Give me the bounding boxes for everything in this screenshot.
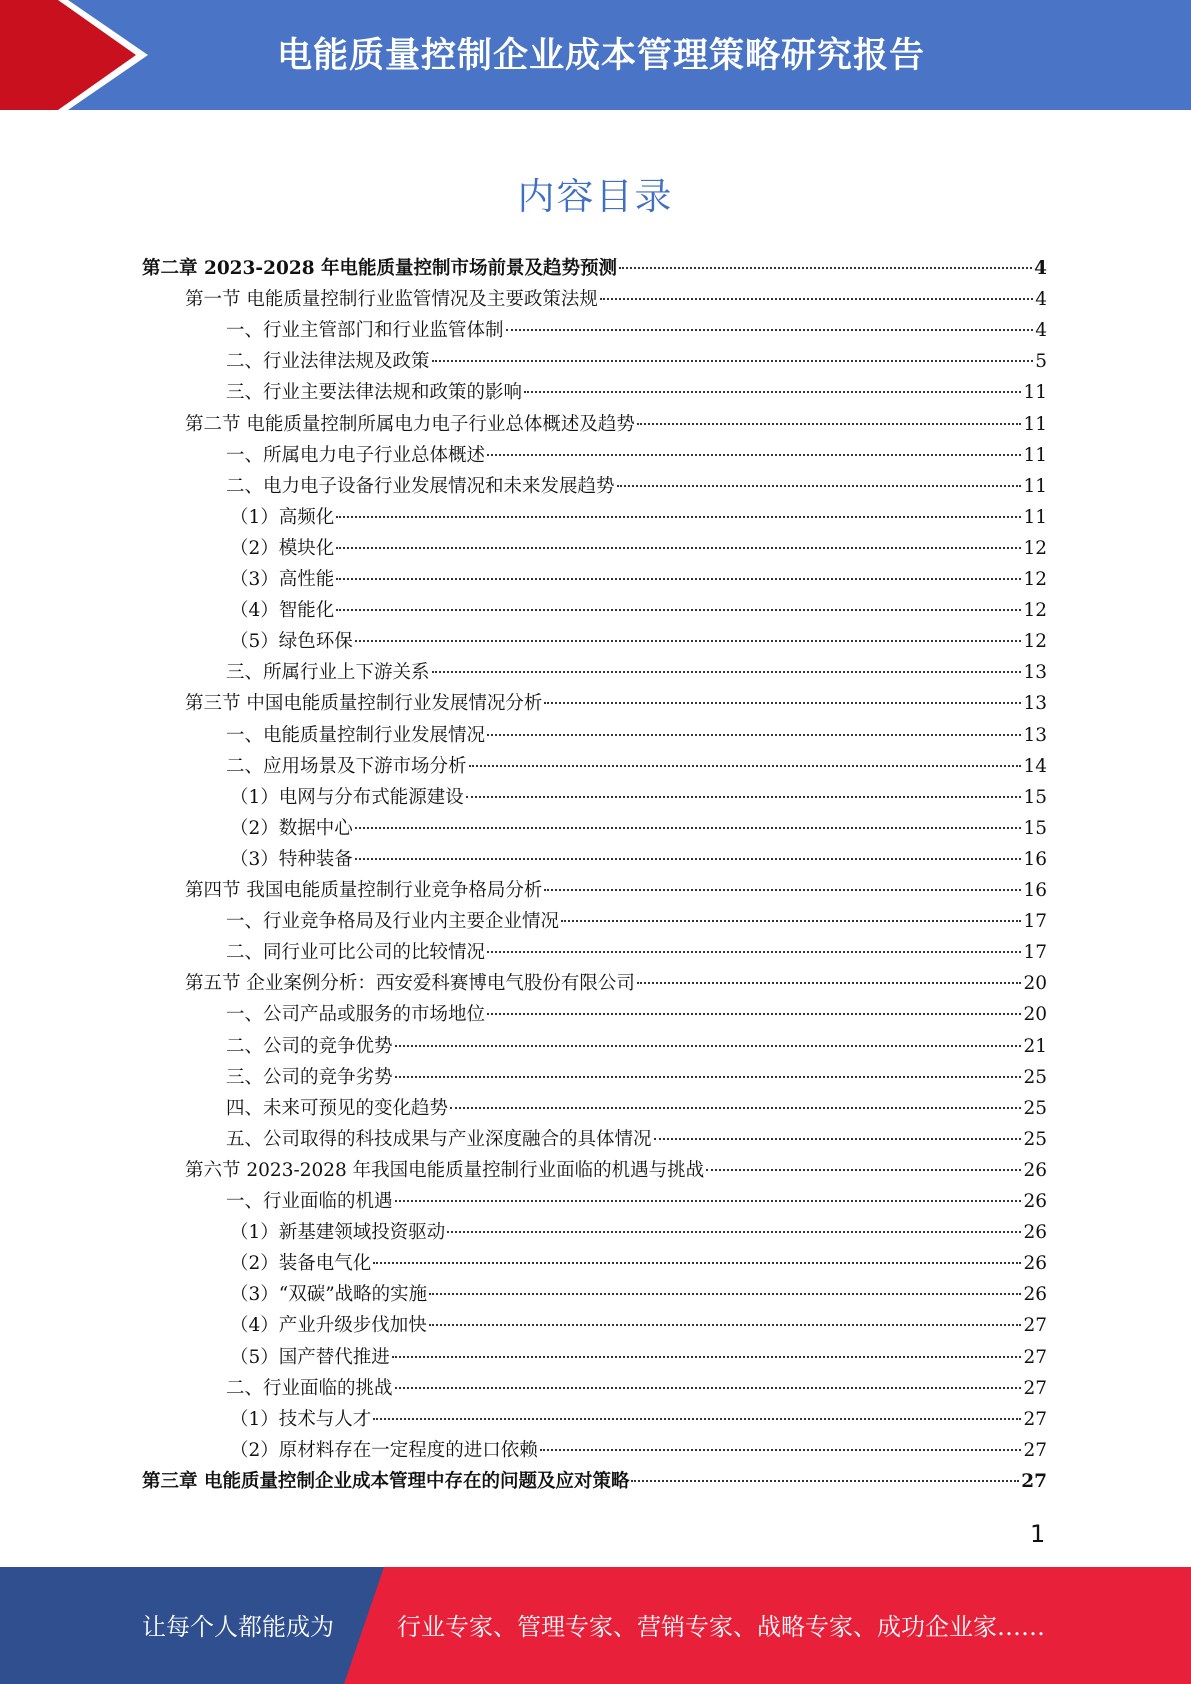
toc-entry[interactable] (230, 813, 1047, 844)
toc-entry-page: 27 (1023, 1377, 1047, 1399)
toc-dot-leader (395, 1076, 1022, 1078)
toc-dot-leader (429, 1293, 1021, 1295)
toc-entry[interactable] (226, 657, 1047, 688)
toc-entry-title: 一、行业竞争格局及行业内主要企业情况 (226, 911, 560, 933)
toc-entry[interactable] (226, 1031, 1047, 1062)
toc-entry[interactable] (185, 284, 1047, 315)
toc-entry-page: 17 (1023, 942, 1047, 964)
toc-entry-page: 27 (1023, 1439, 1047, 1461)
toc-dot-leader (637, 982, 1022, 984)
toc-dot-leader (392, 1356, 1022, 1358)
toc-entry-title: 三、行业主要法律法规和政策的影响 (226, 382, 523, 404)
toc-dot-leader (336, 547, 1021, 549)
toc-entry-page: 11 (1023, 475, 1047, 497)
toc-entry[interactable] (230, 1404, 1047, 1435)
toc-entry-title: （1）技术与人才 (230, 1408, 372, 1430)
toc-entry-page: 4 (1034, 258, 1047, 279)
toc-dot-leader (487, 454, 1021, 456)
toc-entry[interactable] (230, 1310, 1047, 1341)
toc-entry-title: （2）模块化 (230, 537, 335, 559)
toc-entry[interactable] (230, 1342, 1047, 1373)
toc-dot-leader (432, 671, 1022, 673)
toc-entry-page: 11 (1023, 506, 1047, 528)
toc-dot-leader (395, 1387, 1022, 1389)
report-title: 电能质量控制企业成本管理策略研究报告 (277, 36, 926, 76)
toc-dot-leader (395, 1200, 1022, 1202)
toc-entry-page: 21 (1023, 1035, 1047, 1057)
toc-entry-page: 20 (1023, 973, 1047, 995)
toc-entry-page: 4 (1035, 320, 1047, 342)
toc-entry-page: 14 (1023, 755, 1047, 777)
toc-entry-page: 12 (1023, 537, 1047, 559)
toc-dot-leader (336, 609, 1021, 611)
toc-entry-page: 13 (1023, 693, 1047, 715)
toc-entry[interactable] (230, 533, 1047, 564)
toc-dot-leader (524, 391, 1021, 393)
page-number: 1 (1030, 1520, 1046, 1548)
toc-dot-leader (450, 1107, 1021, 1109)
toc-entry-title: 三、所属行业上下游关系 (226, 662, 430, 684)
toc-dot-leader (395, 1045, 1022, 1047)
toc-entry[interactable] (230, 502, 1047, 533)
toc-entry-page: 26 (1023, 1253, 1047, 1275)
toc-entry-title: 二、公司的竞争优势 (226, 1035, 393, 1057)
toc-entry[interactable] (230, 564, 1047, 595)
toc-entry[interactable] (226, 440, 1047, 471)
toc-entry[interactable] (185, 688, 1047, 719)
toc-entry-page: 27 (1023, 1315, 1047, 1337)
toc-entry-title: 第三节 中国电能质量控制行业发展情况分析 (185, 693, 543, 715)
toc-entry-title: 一、行业主管部门和行业监管体制 (226, 320, 504, 342)
toc-entry-page: 25 (1023, 1066, 1047, 1088)
toc-entry-page: 25 (1023, 1097, 1047, 1119)
toc-entry-title: 二、应用场景及下游市场分析 (226, 755, 467, 777)
toc-dot-leader (506, 329, 1034, 331)
page-header (0, 0, 1191, 110)
toc-entry-title: 一、所属电力电子行业总体概述 (226, 444, 486, 466)
toc-entry[interactable] (230, 595, 1047, 626)
footer-slogan-right: 行业专家、管理专家、营销专家、战略专家、成功企业家…… (397, 1613, 1045, 1641)
toc-entry[interactable] (226, 1124, 1047, 1155)
toc-entry-page: 15 (1023, 817, 1047, 839)
toc-dot-leader (654, 1138, 1022, 1140)
toc-dot-leader (600, 298, 1033, 300)
toc-entry[interactable] (226, 1062, 1047, 1093)
toc-heading: 内容目录 (517, 175, 674, 218)
toc-entry[interactable] (226, 720, 1047, 751)
toc-entry-page: 12 (1023, 631, 1047, 653)
toc-entry[interactable] (226, 346, 1047, 377)
toc-dot-leader (373, 1418, 1021, 1420)
toc-entry[interactable] (226, 1093, 1047, 1124)
toc-entry-title: （3）“双碳”战略的实施 (230, 1284, 428, 1306)
toc-dot-leader (619, 267, 1032, 269)
toc-entry-page: 13 (1023, 724, 1047, 746)
toc-entry[interactable] (226, 315, 1047, 346)
toc-entry-title: 第六节 2023-2028 年我国电能质量控制行业面临的机遇与挑战 (185, 1159, 705, 1181)
toc-chapter-entry[interactable] (142, 1466, 1047, 1497)
toc-dot-leader (487, 1013, 1021, 1015)
toc-entry[interactable] (226, 906, 1047, 937)
toc-entry-page: 17 (1023, 911, 1047, 933)
toc-entry[interactable] (226, 377, 1047, 408)
toc-entry-page: 26 (1023, 1222, 1047, 1244)
toc-entry-title: （1）新基建领域投资驱动 (230, 1222, 446, 1244)
toc-dot-leader (336, 516, 1021, 518)
toc-dot-leader (355, 640, 1022, 642)
toc-entry-page: 12 (1023, 600, 1047, 622)
toc-dot-leader (336, 578, 1021, 580)
toc-entry-title: 第五节 企业案例分析：西安爱科赛博电气股份有限公司 (185, 973, 635, 995)
toc-entry-page: 20 (1023, 1004, 1047, 1026)
toc-entry[interactable] (230, 1248, 1047, 1279)
toc-entry[interactable] (230, 1435, 1047, 1466)
toc-dot-leader (706, 1169, 1021, 1171)
toc-entry-title: 四、未来可预见的变化趋势 (226, 1097, 449, 1119)
toc-entry-title: （1）电网与分布式能源建设 (230, 786, 464, 808)
toc-entry-page: 15 (1023, 786, 1047, 808)
toc-dot-leader (355, 858, 1022, 860)
toc-entry-page: 11 (1023, 382, 1047, 404)
toc-entry-page: 13 (1023, 662, 1047, 684)
toc-entry[interactable] (226, 471, 1047, 502)
toc-entry-title: （4）产业升级步伐加快 (230, 1315, 427, 1337)
toc-entry-title: 第二章 2023-2028 年电能质量控制市场前景及趋势预测 (142, 258, 618, 279)
toc-entry[interactable] (185, 875, 1047, 906)
toc-entry-title: 第一节 电能质量控制行业监管情况及主要政策法规 (185, 289, 598, 311)
toc-chapter-entry[interactable] (142, 253, 1047, 284)
footer-slogan-left: 让每个人都能成为 (142, 1613, 334, 1641)
toc-entry-title: （3）特种装备 (230, 848, 353, 870)
toc-entry[interactable] (226, 751, 1047, 782)
toc-entry-title: （5）绿色环保 (230, 631, 353, 653)
toc-entry-page: 26 (1023, 1284, 1047, 1306)
toc-entry[interactable] (185, 968, 1047, 999)
toc-dot-leader (544, 702, 1021, 704)
toc-entry-title: 二、行业法律法规及政策 (226, 351, 430, 373)
toc-entry-page: 27 (1023, 1346, 1047, 1368)
toc-entry-page: 16 (1023, 880, 1047, 901)
toc-entry-title: （2）装备电气化 (230, 1253, 372, 1275)
toc-entry-title: 三、公司的竞争劣势 (226, 1066, 393, 1088)
toc-entry-title: 第二节 电能质量控制所属电力电子行业总体概述及趋势 (185, 413, 635, 435)
page-footer (0, 1567, 1191, 1684)
toc-entry-page: 4 (1035, 289, 1047, 311)
toc-entry[interactable] (185, 1155, 1047, 1186)
toc-entry[interactable] (230, 782, 1047, 813)
toc-entry-title: （2）原材料存在一定程度的进口依赖 (230, 1439, 538, 1461)
toc-entry[interactable] (226, 1373, 1047, 1404)
toc-entry-title: 一、行业面临的机遇 (226, 1191, 393, 1212)
toc-entry-page: 5 (1035, 351, 1047, 373)
toc-entry-page: 26 (1023, 1191, 1047, 1212)
toc-dot-leader (466, 796, 1022, 798)
toc-entry-title: 二、同行业可比公司的比较情况 (226, 942, 486, 964)
toc-dot-leader (355, 827, 1022, 829)
toc-dot-leader (432, 360, 1034, 362)
toc-entry[interactable] (226, 1186, 1047, 1217)
toc-dot-leader (544, 889, 1021, 891)
toc-entry[interactable] (226, 937, 1047, 968)
toc-dot-leader (631, 1480, 1019, 1482)
toc-entry-page: 26 (1023, 1159, 1047, 1181)
toc-entry-title: （4）智能化 (230, 600, 335, 622)
toc-entry-page: 16 (1023, 848, 1047, 870)
toc-entry[interactable] (226, 999, 1047, 1030)
toc-entry-title: 一、电能质量控制行业发展情况 (226, 724, 486, 746)
toc-entry-page: 27 (1023, 1408, 1047, 1430)
toc-entry-page: 11 (1023, 413, 1047, 435)
toc-dot-leader (487, 951, 1021, 953)
toc-entry-title: （2）数据中心 (230, 817, 353, 839)
toc-dot-leader (469, 765, 1022, 767)
toc-entry[interactable] (230, 844, 1047, 875)
toc-entry[interactable] (185, 409, 1047, 440)
toc-entry-page: 12 (1023, 569, 1047, 590)
toc-entry[interactable] (230, 1279, 1047, 1310)
toc-entry-page: 25 (1023, 1128, 1047, 1150)
toc-dot-leader (637, 423, 1022, 425)
toc-dot-leader (487, 734, 1021, 736)
toc-entry-title: 二、电力电子设备行业发展情况和未来发展趋势 (226, 475, 615, 497)
toc-entry-title: （3）高性能 (230, 569, 335, 590)
toc-entry[interactable] (230, 1217, 1047, 1248)
toc-entry[interactable] (230, 626, 1047, 657)
toc-dot-leader (429, 1324, 1022, 1326)
toc-dot-leader (617, 485, 1022, 487)
toc-entry-page: 27 (1021, 1470, 1047, 1492)
toc-entry-title: 五、公司取得的科技成果与产业深度融合的具体情况 (226, 1128, 652, 1150)
toc-entry-title: （5）国产替代推进 (230, 1346, 390, 1368)
toc-entry-title: 第三章 电能质量控制企业成本管理中存在的问题及应对策略 (142, 1470, 630, 1492)
toc-dot-leader (561, 920, 1021, 922)
toc-entry-title: 二、行业面临的挑战 (226, 1377, 393, 1399)
toc-entry-page: 11 (1023, 444, 1047, 466)
toc-entry-title: 一、公司产品或服务的市场地位 (226, 1004, 486, 1026)
toc-dot-leader (540, 1449, 1022, 1451)
toc-entry-title: （1）高频化 (230, 506, 335, 528)
toc-entry-title: 第四节 我国电能质量控制行业竞争格局分析 (185, 880, 543, 901)
toc-dot-leader (447, 1231, 1021, 1233)
toc-dot-leader (373, 1262, 1021, 1264)
